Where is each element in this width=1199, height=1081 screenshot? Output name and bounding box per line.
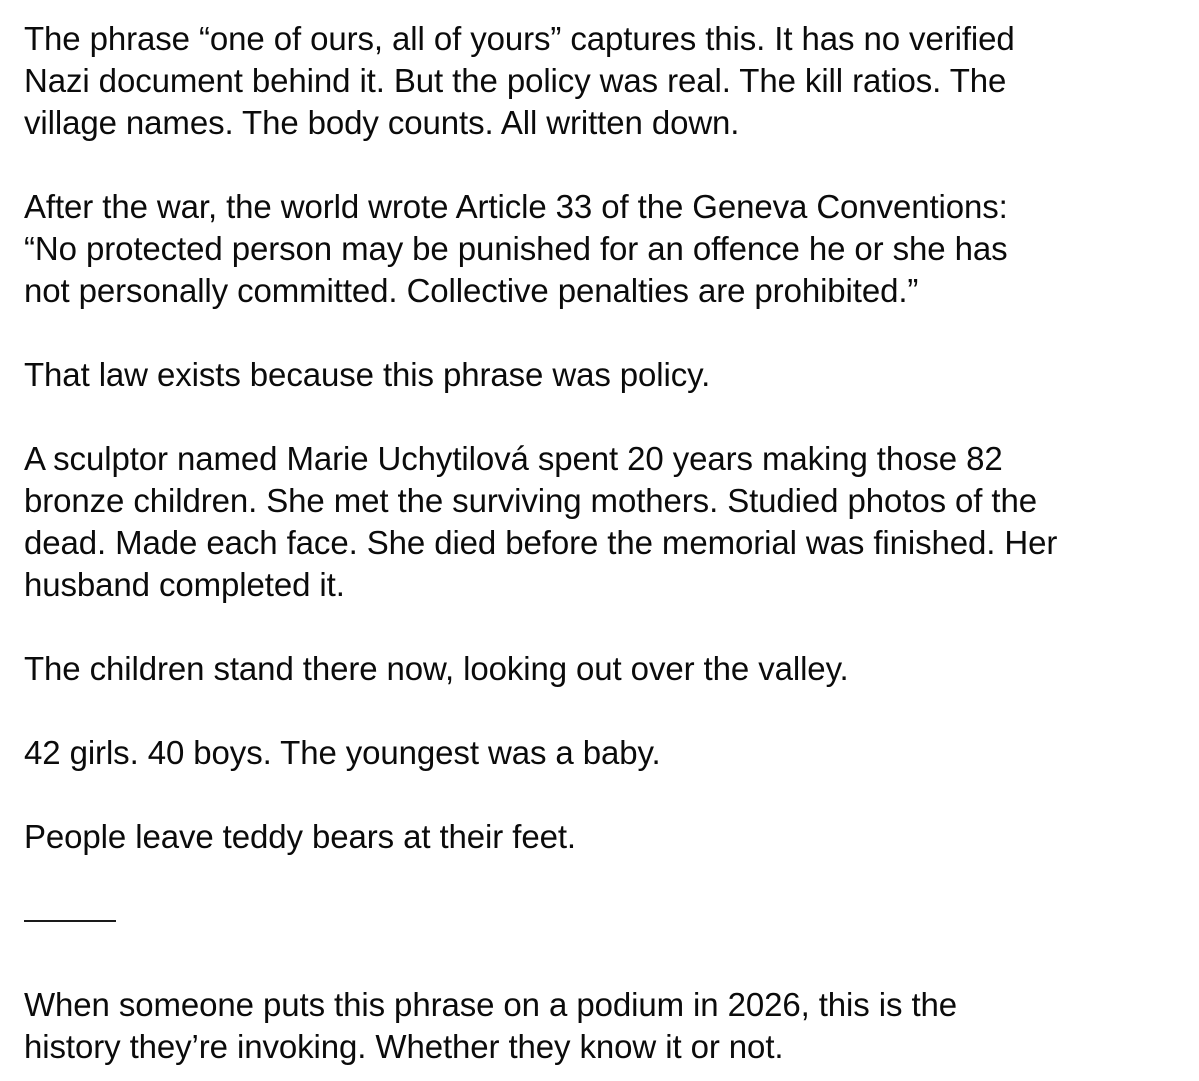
paragraph-law-exists bbox=[24, 354, 1184, 396]
paragraph-spacer bbox=[24, 858, 1184, 900]
paragraph-podium bbox=[24, 984, 1184, 1068]
text-line: Nazi document behind it. But the policy was real. The kill ratios. The bbox=[24, 62, 1007, 99]
text-line: After the war, the world wrote Article 33 of the Geneva Conventions: bbox=[24, 188, 1008, 225]
paragraph-spacer bbox=[24, 396, 1184, 438]
separator-row bbox=[24, 900, 1184, 942]
text-line: bronze children. She met the surviving mothers. Studied photos of the bbox=[24, 482, 1038, 519]
text-line: 42 girls. 40 boys. The youngest was a baby. bbox=[24, 734, 661, 771]
horizontal-divider bbox=[24, 920, 116, 922]
text-line: husband completed it. bbox=[24, 566, 345, 603]
paragraph-spacer bbox=[24, 312, 1184, 354]
paragraph-counts bbox=[24, 732, 1184, 774]
text-line: dead. Made each face. She died before the memorial was finished. Her bbox=[24, 524, 1058, 561]
text-line: That law exists because this phrase was policy. bbox=[24, 356, 711, 393]
text-line: The phrase “one of ours, all of yours” captures this. It has no verified bbox=[24, 20, 1015, 57]
paragraph-spacer bbox=[24, 942, 1184, 984]
paragraph-spacer bbox=[24, 606, 1184, 648]
paragraph-spacer bbox=[24, 774, 1184, 816]
text-line: A sculptor named Marie Uchytilová spent 20 years making those 82 bbox=[24, 440, 1003, 477]
paragraph-teddy-bears bbox=[24, 816, 1184, 858]
text-line: not personally committed. Collective penalties are prohibited.” bbox=[24, 272, 919, 309]
paragraph-children-stand bbox=[24, 648, 1184, 690]
text-line: People leave teddy bears at their feet. bbox=[24, 818, 576, 855]
text-line: The children stand there now, looking out over the valley. bbox=[24, 650, 849, 687]
paragraph-spacer bbox=[24, 144, 1184, 186]
text-line: history they’re invoking. Whether they know it or not. bbox=[24, 1028, 784, 1065]
paragraph-phrase-origin bbox=[24, 18, 1184, 144]
text-line: “No protected person may be punished for an offence he or she has bbox=[24, 230, 1008, 267]
document-body bbox=[24, 18, 1184, 1068]
paragraph-geneva-conventions bbox=[24, 186, 1184, 312]
text-line: When someone puts this phrase on a podium in 2026, this is the bbox=[24, 986, 958, 1023]
paragraph-sculptor bbox=[24, 438, 1184, 606]
text-line: village names. The body counts. All written down. bbox=[24, 104, 740, 141]
paragraph-spacer bbox=[24, 690, 1184, 732]
